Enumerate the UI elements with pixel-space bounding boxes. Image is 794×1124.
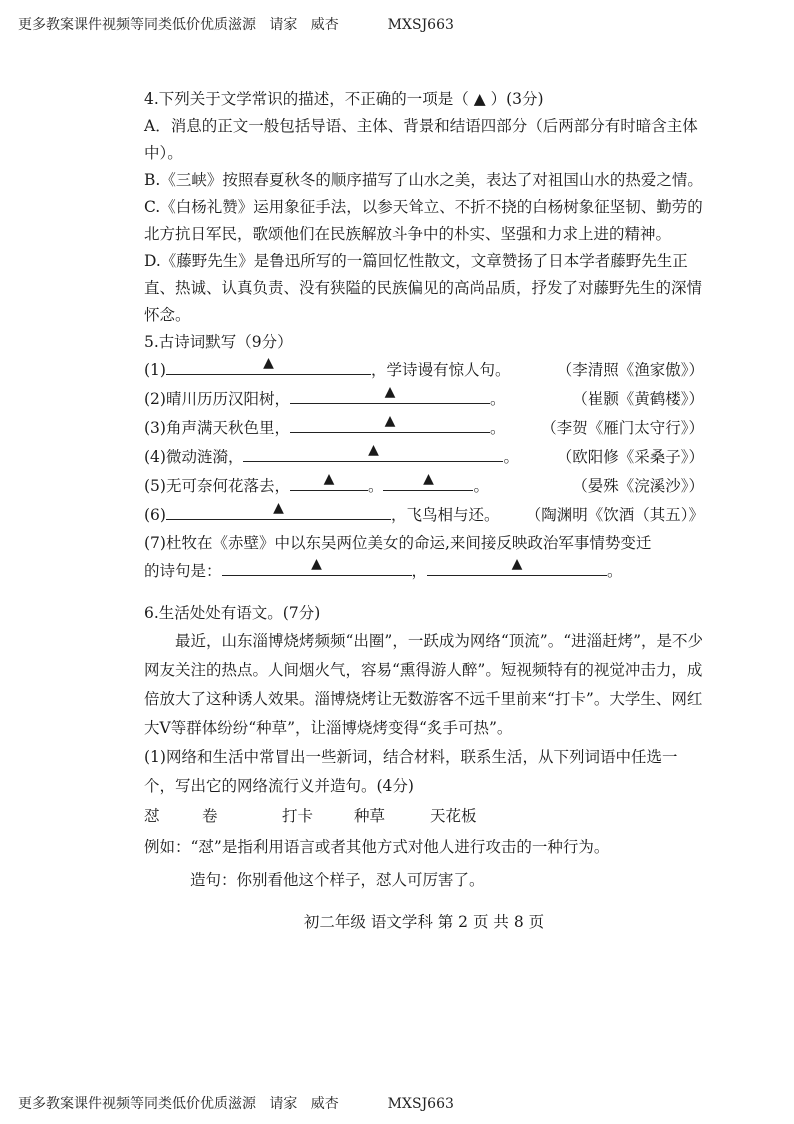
word-item: 种草 <box>354 807 386 825</box>
page-bottom-banner <box>18 1093 454 1113</box>
q6-material: 最近，山东淄博烧烤频频“出圈”，一跃成为网络“顶流”。“进淄赶烤”，是不少网友关注的热点。人间烟火气，容易“熏得游人醉”。短视频特有的视觉冲击力，成倍放大了这种诱人效果。淄博烧烤让无数游客不远千里前来“打卡”。大学生、网红大V等群体纷纷“种草”，让淄博烧烤变得“炙手可热”。 <box>144 632 704 737</box>
header-code: MXSJ663 <box>387 1096 454 1112</box>
q4-stem: 4.下列关于文学常识的描述，不正确的一项是（ ▲ ）(3分) <box>144 90 544 108</box>
word-item: 卷 <box>202 807 218 825</box>
q5-line-7-blanks: 的诗句是： ▲ ， ▲ 。 <box>144 556 623 580</box>
q6-sentence: 造句：你别看他这个样子，怼人可厉害了。 <box>190 871 485 889</box>
q4-option-a: A．消息的正文一般包括导语、主体、背景和结语四部分（后两部分有时暗含主体中）。 <box>144 117 698 162</box>
q5-line-5: (5)无可奈何花落去， ▲ 。 ▲ 。 （晏殊《浣溪沙》） <box>144 471 704 495</box>
q5-line-6: (6) ▲ ，飞鸟相与还。 （陶渊明《饮酒（其五）》 <box>144 500 704 524</box>
page-header <box>18 14 454 34</box>
q6-word-list <box>144 801 704 832</box>
header-left: 更多教案课件视频等同类低价优质滋源 <box>18 1096 256 1112</box>
page-footer: 初二年级 语文学科 第 2 页 共 8 页 <box>303 913 545 931</box>
answer-blank[interactable]: ▲ <box>290 385 490 404</box>
q5-line-7: (7)杜牧在《赤壁》中以东吴两位美女的命运,来间接反映政治军事情势变迁 <box>144 534 652 552</box>
q5-line-1: (1) ▲ ，学诗谩有惊人句。 （李清照《渔家傲》） <box>144 355 704 379</box>
header-left: 更多教案课件视频等同类低价优质滋源 <box>18 17 256 33</box>
q4-option-c: C.《白杨礼赞》运用象征手法，以参天耸立、不折不挠的白杨树象征坚韧、勤劳的北方抗日军民，歌颂他们在民族解放斗争中的朴实、坚强和力求上进的精神。 <box>144 198 703 243</box>
header-middle2: 威杏 <box>310 17 339 33</box>
answer-blank[interactable]: ▲ <box>166 356 371 375</box>
answer-blank[interactable]: ▲ <box>243 443 503 462</box>
q6-example: 例如：“怼”是指利用语言或者其他方式对他人进行攻击的一种行为。 <box>144 838 610 856</box>
answer-blank[interactable]: ▲ <box>427 557 607 576</box>
header-middle1: 请家 <box>269 17 298 33</box>
q4-option-b: B.《三峡》按照春夏秋冬的顺序描写了山水之美，表达了对祖国山水的热爱之情。 <box>144 171 703 189</box>
document-body <box>144 86 704 936</box>
answer-blank[interactable]: ▲ <box>383 472 473 491</box>
word-item: 打卡 <box>282 807 314 825</box>
header-code: MXSJ663 <box>387 17 454 33</box>
q6-title: 6.生活处处有语文。(7分) <box>144 604 321 622</box>
q5-line-4: (4)微动涟漪， ▲ 。 （欧阳修《采桑子》） <box>144 442 704 466</box>
answer-triangle: ▲ <box>473 90 486 108</box>
q5-line-3: (3)角声满天秋色里， ▲ 。 （李贺《雁门太守行》） <box>144 413 704 437</box>
answer-blank[interactable]: ▲ <box>166 501 391 520</box>
q6-sub1: (1)网络和生活中常冒出一些新词，结合材料，联系生活，从下列词语中任选一个，写出它的网络流行义并造句。(4分) <box>144 748 678 795</box>
q5-title: 5.古诗词默写（9分） <box>144 333 293 351</box>
word-item: 怼 <box>144 807 160 825</box>
q5-line-2: (2)晴川历历汉阳树， ▲ 。 （崔颢《黄鹤楼》） <box>144 384 704 408</box>
word-item: 天花板 <box>430 807 477 825</box>
header-middle1: 请家 <box>269 1096 298 1112</box>
answer-blank[interactable]: ▲ <box>290 472 368 491</box>
header-middle2: 威杏 <box>310 1096 339 1112</box>
answer-blank[interactable]: ▲ <box>290 414 490 433</box>
q4-option-d: D.《藤野先生》是鲁迅所写的一篇回忆性散文，文章赞扬了日本学者藤野先生正直、热诚、认真负责、没有狭隘的民族偏见的高尚品质，抒发了对藤野先生的深情怀念。 <box>144 252 703 324</box>
answer-blank[interactable]: ▲ <box>222 557 412 576</box>
